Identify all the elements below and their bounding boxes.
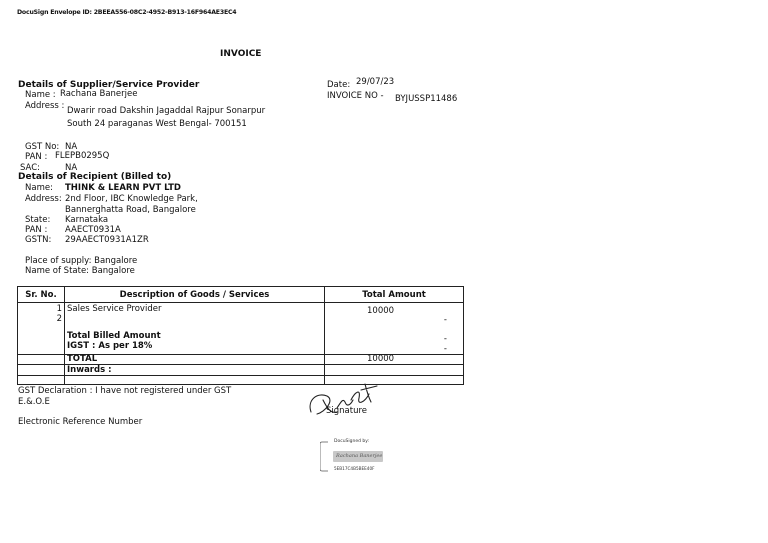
recipient-state-label: State: [25,215,51,225]
supplier-sac: NA [65,163,78,173]
col-header-sr-no: Sr. No. [18,287,65,303]
supplier-heading: Details of Supplier/Service Provider [18,80,200,90]
page-title: INVOICE [220,49,262,59]
docusign-stamp [320,440,386,473]
docusign-signed-by: DocuSigned by: [334,439,370,444]
eoe: E.&.O.E [18,397,50,407]
sr-no-cell [18,303,65,355]
col-header-description: Description of Goods / Services [65,287,325,303]
total-label: TOTAL [65,355,325,365]
supplier-pan: FLEPB0295Q [55,151,110,161]
table-header-row [18,287,464,303]
recipient-gstn: 29AAECT0931A1ZR [65,235,149,245]
amount-dash-3: - [443,344,447,354]
item-amount: 10000 [367,306,395,316]
invoice-number: BYJUSSP11486 [395,94,458,104]
inwards-label: Inwards : [65,365,325,376]
recipient-address-line2: Bannerghatta Road, Bangalore [65,205,196,215]
recipient-name-label: Name: [25,183,53,193]
recipient-address-line1: 2nd Floor, IBC Knowledge Park, [65,194,198,204]
docusign-stamp-id: 5EB17C4B5BEE40F [334,466,375,471]
recipient-pan: AAECT0931A [65,225,121,235]
envelope-id: DocuSign Envelope ID: 2BEEA556-08C2-4952-B913-16F964AE3EC4 [17,9,237,16]
amount-dash-2: - [443,334,447,344]
col-header-total-amount: Total Amount [325,287,464,303]
recipient-name: THINK & LEARN PVT LTD [65,183,181,193]
item-description: Sales Service Provider [67,304,162,314]
recipient-state: Karnataka [65,215,109,225]
recipient-address-label: Address: [25,194,62,204]
signature-label: Signature [326,406,368,416]
docusign-signature-script: Rachana Banerjee [336,453,383,459]
docusign-signature-image [333,451,383,462]
total-amount: 10000 [325,355,464,365]
date-label: Date: [327,80,351,90]
recipient-heading: Details of Recipient (Billed to) [18,172,172,182]
description-cell [65,303,325,355]
recipient-pan-label: PAN : [25,225,48,235]
electronic-reference-number: Electronic Reference Number [18,417,143,427]
sr-no-2: 2 [56,314,62,324]
table-row [18,303,464,355]
name-of-state: Name of State: Bangalore [25,266,135,276]
gst-declaration: GST Declaration : I have not registered under GST [18,386,232,396]
supplier-address-line1: Dwarir road Dakshin Jagaddal Rajpur Sonarpur [67,106,266,116]
invoice-no-label: INVOICE NO - [327,91,384,101]
supplier-name: Rachana Banerjee [60,89,138,99]
table-row-empty [18,376,464,385]
supplier-sac-label: SAC: [20,163,41,173]
sr-no-1: 1 [56,304,62,314]
igst-label: IGST : As per 18% [67,341,153,351]
invoice-items-table [17,286,464,385]
supplier-gst: NA [65,142,78,152]
amount-dash-1: - [443,315,447,325]
amount-cell [325,303,464,355]
place-of-supply: Place of supply: Bangalore [25,256,138,266]
table-row-total [18,355,464,365]
supplier-gst-label: GST No: [25,142,60,152]
supplier-address-label: Address : [25,101,65,111]
supplier-pan-label: PAN : [25,152,48,162]
recipient-gstn-label: GSTN: [25,235,52,245]
supplier-name-label: Name : [25,90,56,100]
total-billed-label: Total Billed Amount [67,330,161,341]
table-row-inwards [18,365,464,376]
supplier-address-line2: South 24 paraganas West Bengal- 700151 [67,119,247,129]
invoice-date: 29/07/23 [356,77,395,87]
